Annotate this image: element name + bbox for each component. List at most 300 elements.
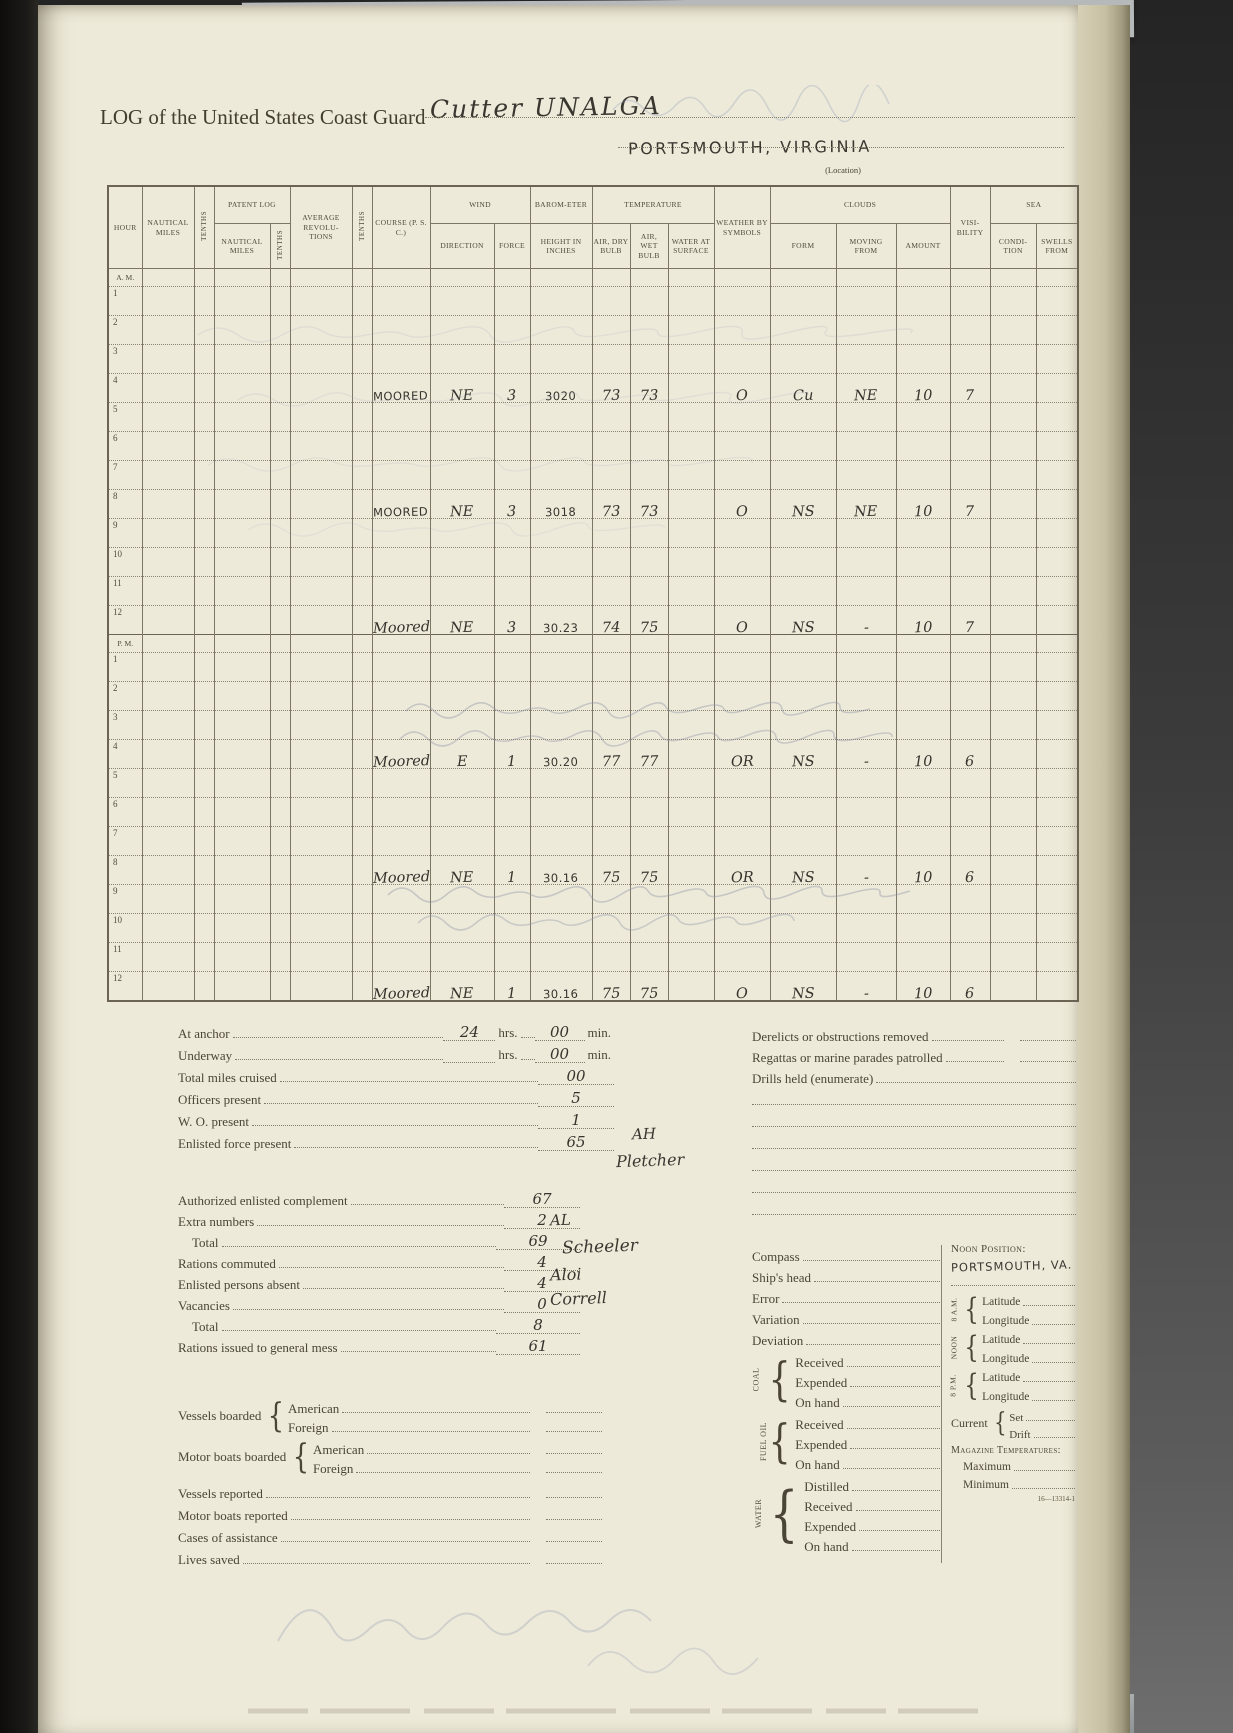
log-cell-am-12-visibility xyxy=(950,606,990,635)
brace-glyph: { xyxy=(993,1408,1007,1439)
form-label: Lives saved xyxy=(178,1551,240,1567)
form-label: Maximum xyxy=(963,1461,1011,1474)
log-cell-pm-4-clouds_amount xyxy=(896,740,950,769)
log-table-body xyxy=(108,269,1078,1002)
log-cell-pm-4-col0 xyxy=(142,740,194,769)
log-row-am-8 xyxy=(108,490,1078,519)
log-cell-pm-11-weather xyxy=(714,943,770,972)
log-cell-pm-12-col4 xyxy=(290,972,352,1002)
log-cell-pm-12-air_dry xyxy=(592,972,630,1002)
log-row-am-12 xyxy=(108,606,1078,635)
form-label: Vessels reported xyxy=(178,1485,263,1501)
log-row-am-7 xyxy=(108,461,1078,490)
log-cell-pm-8-col5 xyxy=(352,856,372,885)
log-cell-am-6-col1 xyxy=(194,432,214,461)
dotted-leader xyxy=(233,1037,444,1038)
handwritten-value: - xyxy=(863,753,869,771)
log-cell-am-7-col3 xyxy=(270,461,290,490)
dotted-leader xyxy=(752,1214,1076,1215)
log-cell-pm-1-visibility xyxy=(950,653,990,682)
log-cell-pm-3-air_wet xyxy=(630,711,668,740)
log-cell-pm-6-wind_direction xyxy=(430,798,494,827)
log-cell-am-4-wind_direction xyxy=(430,374,494,403)
form-line-expended xyxy=(795,1432,940,1452)
form-line-foreign xyxy=(313,1457,602,1476)
log-cell-pm-7-clouds_amount xyxy=(896,827,950,856)
dotted-leader xyxy=(279,1267,504,1268)
log-cell-pm-8-air_wet xyxy=(630,856,668,885)
dotted-leader xyxy=(1032,1324,1075,1325)
log-cell-am-10-col18 xyxy=(990,548,1036,577)
log-cell-pm-1-barometer xyxy=(530,653,592,682)
log-cell-am-7-air_wet xyxy=(630,461,668,490)
log-cell-pm-12-col0 xyxy=(142,972,194,1002)
log-cell-pm-7-col4 xyxy=(290,827,352,856)
log-cell-pm-12-barometer xyxy=(530,972,592,1002)
log-page xyxy=(38,5,1078,1733)
log-cell-pm-3-wind_force xyxy=(494,711,530,740)
log-cell-pm-2-wind_direction xyxy=(430,682,494,711)
log-cell-pm-3-barometer xyxy=(530,711,592,740)
log-cell-am-6-air_wet xyxy=(630,432,668,461)
log-cell-am-9-weather xyxy=(714,519,770,548)
log-cell-am-12-clouds_form xyxy=(770,606,836,635)
dotted-leader xyxy=(852,1550,940,1551)
log-cell-am-12-course xyxy=(372,606,430,635)
handwritten-value: 10 xyxy=(913,387,933,405)
form-line-foreign xyxy=(288,1416,602,1435)
handwritten-value: 73 xyxy=(639,503,659,521)
dotted-leader xyxy=(850,1386,940,1387)
log-cell-am-12-barometer xyxy=(530,606,592,635)
log-cell-am-11-col12 xyxy=(668,577,714,606)
hour-cell-am-10: 10 xyxy=(108,548,142,577)
log-cell-pm-9-col18 xyxy=(990,885,1036,914)
log-cell-pm-2-course xyxy=(372,682,430,711)
log-cell-pm-11-wind_force xyxy=(494,943,530,972)
log-cell-pm-7-col2 xyxy=(214,827,270,856)
log-row-pm-3 xyxy=(108,711,1078,740)
dotted-leader xyxy=(1023,1305,1075,1306)
log-cell-am-4-col18 xyxy=(990,374,1036,403)
dotted-leader xyxy=(222,1330,496,1331)
handwritten-value: 7 xyxy=(965,503,975,521)
log-cell-pm-10-wind_direction xyxy=(430,914,494,943)
log-cell-pm-2-wind_force xyxy=(494,682,530,711)
log-cell-am-2-col1 xyxy=(194,316,214,345)
log-cell-am-6-air_dry xyxy=(592,432,630,461)
log-row-pm-12 xyxy=(108,972,1078,1002)
log-cell-am-10-weather xyxy=(714,548,770,577)
summary-compass-fuel xyxy=(752,1243,940,1554)
summary-boardings xyxy=(178,1397,602,1567)
handwritten-value: 7 xyxy=(965,387,975,405)
log-cell-am-10-col4 xyxy=(290,548,352,577)
log-cell-pm-8-col2 xyxy=(214,856,270,885)
form-label: Rations issued to general mess xyxy=(178,1339,338,1355)
hour-cell-pm-12: 12 xyxy=(108,972,142,1002)
log-cell-pm-11-col1 xyxy=(194,943,214,972)
form-label: Motor boats boarded xyxy=(178,1448,287,1464)
handwritten-value: OR xyxy=(730,869,754,887)
log-cell-am-11-visibility xyxy=(950,577,990,606)
location-rule xyxy=(618,147,1064,148)
hour-cell-am-5: 5 xyxy=(108,403,142,432)
form-line-expended xyxy=(804,1514,940,1534)
log-cell-am-5-col19 xyxy=(1036,403,1078,432)
log-cell-pm-1-air_wet xyxy=(630,653,668,682)
log-cell-am-7-clouds_amount xyxy=(896,461,950,490)
log-cell-am-8-col3 xyxy=(270,490,290,519)
dotted-leader-short xyxy=(546,1472,602,1473)
log-cell-am-11-col1 xyxy=(194,577,214,606)
handwritten-value: 1 xyxy=(507,753,517,771)
group-clouds: CLOUDS xyxy=(770,186,950,224)
dotted-leader xyxy=(235,1059,443,1060)
dotted-leader xyxy=(291,1519,530,1520)
form-line-minimum xyxy=(951,1474,1075,1492)
form-line-american xyxy=(313,1438,602,1457)
handwritten-value: 3 xyxy=(507,503,517,521)
brace-glyph: { xyxy=(769,1479,799,1549)
form-label: Variation xyxy=(752,1311,800,1327)
log-cell-pm-3-col3 xyxy=(270,711,290,740)
log-cell-pm-11-col0 xyxy=(142,943,194,972)
log-cell-am-12-col18 xyxy=(990,606,1036,635)
brace-glyph: { xyxy=(768,1352,791,1407)
form-label: Received xyxy=(795,1416,844,1432)
log-cell-pm-8-col18 xyxy=(990,856,1036,885)
background-surface xyxy=(1128,0,1233,1733)
log-cell-am-4-col4 xyxy=(290,374,352,403)
form-line-latitude xyxy=(982,1328,1075,1347)
log-cell-am-5-visibility xyxy=(950,403,990,432)
col-nautical-miles: NAUTICAL MILES xyxy=(142,186,194,269)
form-line-set xyxy=(1009,1407,1075,1424)
log-cell-am-11-clouds_moving xyxy=(836,577,896,606)
handwritten-value: NE xyxy=(450,503,474,521)
handwritten-value: - xyxy=(863,869,869,887)
handwritten-value: MOORED xyxy=(373,388,429,404)
log-cell-am-10-clouds_moving xyxy=(836,548,896,577)
log-cell-am-3-air_wet xyxy=(630,345,668,374)
log-cell-pm-11-visibility xyxy=(950,943,990,972)
log-cell-am-2-col3 xyxy=(270,316,290,345)
form-line-w-o-present xyxy=(178,1107,614,1129)
handwritten-value: 65 xyxy=(538,1136,614,1151)
log-cell-am-5-course xyxy=(372,403,430,432)
period-row-am xyxy=(108,269,1078,287)
form-label: At anchor xyxy=(178,1025,230,1041)
log-cell-pm-5-col12 xyxy=(668,769,714,798)
form-label: Drift xyxy=(1009,1428,1031,1441)
log-cell-pm-9-clouds_form xyxy=(770,885,836,914)
form-line-expended xyxy=(795,1370,940,1390)
hour-cell-am-9: 9 xyxy=(108,519,142,548)
log-cell-am-3-col4 xyxy=(290,345,352,374)
dotted-leader xyxy=(752,1170,1076,1171)
log-cell-am-6-wind_force xyxy=(494,432,530,461)
log-cell-am-12-col5 xyxy=(352,606,372,635)
log-cell-am-4-col5 xyxy=(352,374,372,403)
log-cell-am-7-col19 xyxy=(1036,461,1078,490)
sub-lines xyxy=(804,1474,940,1554)
log-row-am-6 xyxy=(108,432,1078,461)
log-cell-am-12-col1 xyxy=(194,606,214,635)
log-cell-am-2-clouds_amount xyxy=(896,316,950,345)
log-cell-pm-11-clouds_moving xyxy=(836,943,896,972)
handwritten-value: NE xyxy=(854,387,878,405)
form-label: Received xyxy=(804,1498,853,1514)
form-label: Minimum xyxy=(963,1479,1010,1492)
dotted-leader xyxy=(356,1472,530,1473)
log-cell-pm-9-col4 xyxy=(290,885,352,914)
log-cell-am-9-col4 xyxy=(290,519,352,548)
log-cell-pm-4-wind_direction xyxy=(430,740,494,769)
form-label: Cases of assistance xyxy=(178,1529,278,1545)
log-row-pm-7 xyxy=(108,827,1078,856)
hour-cell-am-3: 3 xyxy=(108,345,142,374)
log-cell-am-7-col18 xyxy=(990,461,1036,490)
form-line-american xyxy=(288,1397,602,1416)
form-group-vessels-boarded xyxy=(178,1397,602,1435)
log-cell-am-12-air_wet xyxy=(630,606,668,635)
log-cell-am-1-clouds_moving xyxy=(836,287,896,316)
log-cell-am-7-col0 xyxy=(142,461,194,490)
dotted-leader xyxy=(341,1351,496,1352)
form-label: American xyxy=(312,1441,365,1457)
log-cell-pm-9-visibility xyxy=(950,885,990,914)
log-cell-pm-2-air_wet xyxy=(630,682,668,711)
log-cell-am-8-visibility xyxy=(950,490,990,519)
log-cell-pm-12-col1 xyxy=(194,972,214,1002)
log-cell-am-6-clouds_form xyxy=(770,432,836,461)
log-cell-pm-7-col3 xyxy=(270,827,290,856)
dotted-leader xyxy=(1032,1362,1075,1363)
hour-cell-am-12: 12 xyxy=(108,606,142,635)
log-row-am-3 xyxy=(108,345,1078,374)
log-cell-am-1-col5 xyxy=(352,287,372,316)
dotted-leader xyxy=(257,1225,504,1226)
log-cell-am-4-visibility xyxy=(950,374,990,403)
sub-lines xyxy=(795,1412,940,1472)
log-cell-pm-3-col2 xyxy=(214,711,270,740)
dotted-leader-short xyxy=(1020,1061,1076,1062)
form-line-on-hand xyxy=(795,1452,940,1472)
form-line-derelicts-or-obstructions-removed xyxy=(752,1023,1076,1044)
log-cell-am-10-col5 xyxy=(352,548,372,577)
unit-label: min. xyxy=(587,1047,611,1062)
form-label: W. O. present xyxy=(178,1113,250,1129)
col-visibility: VISI-BILITY xyxy=(950,186,990,269)
dotted-leader xyxy=(280,1081,538,1082)
fuel-group-fuel-oil xyxy=(752,1412,940,1472)
hour-cell-pm-6: 6 xyxy=(108,798,142,827)
handwritten-value: 7 xyxy=(965,619,975,637)
summary-divider xyxy=(941,1245,942,1563)
form-line-lives-saved xyxy=(178,1545,602,1567)
log-cell-am-6-barometer xyxy=(530,432,592,461)
handwritten-value: 73 xyxy=(601,387,621,405)
log-cell-am-8-col1 xyxy=(194,490,214,519)
group-barometer: BAROM-ETER xyxy=(530,186,592,224)
log-cell-pm-1-col19 xyxy=(1036,653,1078,682)
dotted-leader xyxy=(752,1148,1076,1149)
log-cell-am-7-weather xyxy=(714,461,770,490)
form-line-received xyxy=(804,1494,940,1514)
log-cell-pm-12-clouds_amount xyxy=(896,972,950,1002)
form-line-latitude xyxy=(982,1366,1075,1385)
handwritten-value: 6 xyxy=(965,869,975,887)
dotted-leader xyxy=(782,1302,940,1303)
log-cell-pm-12-clouds_form xyxy=(770,972,836,1002)
log-row-am-10 xyxy=(108,548,1078,577)
log-cell-pm-1-clouds_form xyxy=(770,653,836,682)
handwritten-value: 10 xyxy=(913,869,933,887)
footer-bleedthrough xyxy=(238,1693,998,1729)
log-cell-pm-11-col18 xyxy=(990,943,1036,972)
col-tenths-a-label: TENTHS xyxy=(199,211,208,242)
log-cell-pm-6-col0 xyxy=(142,798,194,827)
col-barometer-height: HEIGHT IN INCHES xyxy=(530,224,592,269)
dotted-leader xyxy=(233,1309,504,1310)
hour-cell-pm-3: 3 xyxy=(108,711,142,740)
handwritten-value: 75 xyxy=(639,619,659,637)
log-cell-pm-5-clouds_amount xyxy=(896,769,950,798)
handwritten-value: NS xyxy=(791,753,815,771)
log-cell-am-5-air_dry xyxy=(592,403,630,432)
dotted-leader xyxy=(814,1281,940,1282)
log-cell-am-1-col18 xyxy=(990,287,1036,316)
hour-cell-pm-2: 2 xyxy=(108,682,142,711)
dotted-leader xyxy=(521,1059,535,1060)
log-cell-pm-11-air_wet xyxy=(630,943,668,972)
log-cell-pm-3-clouds_form xyxy=(770,711,836,740)
signature-bleedthrough xyxy=(258,1571,878,1681)
handwritten-annotation: Correll xyxy=(549,1288,608,1309)
form-line-vacancies xyxy=(178,1292,580,1313)
dotted-leader xyxy=(752,1192,1076,1193)
log-cell-am-5-air_wet xyxy=(630,403,668,432)
log-cell-am-5-clouds_amount xyxy=(896,403,950,432)
log-row-pm-8 xyxy=(108,856,1078,885)
form-label: Total miles cruised xyxy=(178,1069,277,1085)
log-cell-pm-12-col12 xyxy=(668,972,714,1002)
handwritten-value: Moored xyxy=(372,753,430,771)
handwritten-annotation: AL xyxy=(549,1210,572,1230)
log-cell-pm-8-clouds_amount xyxy=(896,856,950,885)
form-line-rations-commuted xyxy=(178,1250,580,1271)
period-row-pm xyxy=(108,635,1078,653)
handwritten-value: 1 xyxy=(538,1114,614,1129)
log-cell-pm-10-clouds_form xyxy=(770,914,836,943)
log-cell-am-5-barometer xyxy=(530,403,592,432)
handwritten-value: 6 xyxy=(965,985,975,1003)
log-cell-am-4-col0 xyxy=(142,374,194,403)
log-cell-pm-3-wind_direction xyxy=(430,711,494,740)
form-line-on-hand xyxy=(804,1534,940,1554)
log-cell-pm-9-col19 xyxy=(1036,885,1078,914)
log-cell-am-8-col12 xyxy=(668,490,714,519)
hour-cell-am-6: 6 xyxy=(108,432,142,461)
log-cell-am-2-air_wet xyxy=(630,316,668,345)
log-cell-pm-10-weather xyxy=(714,914,770,943)
log-cell-pm-10-clouds_amount xyxy=(896,914,950,943)
log-cell-am-4-weather xyxy=(714,374,770,403)
log-cell-pm-8-col4 xyxy=(290,856,352,885)
log-cell-pm-7-wind_direction xyxy=(430,827,494,856)
form-label: On hand xyxy=(795,1456,840,1472)
log-cell-am-11-col0 xyxy=(142,577,194,606)
log-cell-pm-9-col0 xyxy=(142,885,194,914)
log-cell-am-12-col3 xyxy=(270,606,290,635)
handwritten-value: 2 xyxy=(504,1214,580,1229)
log-row-pm-6 xyxy=(108,798,1078,827)
handwritten-value: 75 xyxy=(601,869,621,887)
dotted-leader-short xyxy=(546,1453,602,1454)
log-cell-am-6-clouds_amount xyxy=(896,432,950,461)
log-cell-pm-5-col5 xyxy=(352,769,372,798)
log-row-pm-9 xyxy=(108,885,1078,914)
log-cell-am-2-col4 xyxy=(290,316,352,345)
log-cell-am-9-col12 xyxy=(668,519,714,548)
dotted-leader xyxy=(252,1125,538,1126)
hour-cell-am-8: 8 xyxy=(108,490,142,519)
form-label: Expended xyxy=(795,1436,848,1452)
fuel-group-coal xyxy=(752,1350,940,1410)
log-cell-am-3-wind_direction xyxy=(430,345,494,374)
log-cell-am-11-col18 xyxy=(990,577,1036,606)
form-label: American xyxy=(288,1400,340,1416)
hour-cell-pm-9: 9 xyxy=(108,885,142,914)
log-cell-pm-10-col0 xyxy=(142,914,194,943)
form-label: Error xyxy=(752,1290,780,1306)
handwritten-value: OR xyxy=(730,753,754,771)
time-group-8pm xyxy=(948,1366,1075,1404)
handwritten-value: 77 xyxy=(601,753,621,771)
log-cell-pm-2-weather xyxy=(714,682,770,711)
brace-glyph: { xyxy=(964,1367,979,1403)
col-patent-tenths xyxy=(270,224,290,269)
log-cell-pm-5-wind_direction xyxy=(430,769,494,798)
log-cell-pm-5-weather xyxy=(714,769,770,798)
log-cell-am-12-air_dry xyxy=(592,606,630,635)
log-cell-pm-10-wind_force xyxy=(494,914,530,943)
dotted-leader-short xyxy=(1020,1040,1076,1041)
log-cell-pm-2-col5 xyxy=(352,682,372,711)
handwritten-value: O xyxy=(735,619,749,637)
handwritten-value: O xyxy=(735,503,749,521)
log-cell-am-2-air_dry xyxy=(592,316,630,345)
fuel-group-water xyxy=(752,1474,940,1554)
handwritten-value: Moored xyxy=(372,869,430,887)
log-cell-pm-8-barometer xyxy=(530,856,592,885)
form-line-authorized-enlisted-complement xyxy=(178,1187,580,1208)
log-cell-pm-11-col2 xyxy=(214,943,270,972)
form-label: Extra numbers xyxy=(178,1213,255,1229)
current-label: Current xyxy=(951,1416,988,1431)
log-cell-am-9-wind_direction xyxy=(430,519,494,548)
log-cell-pm-5-clouds_form xyxy=(770,769,836,798)
log-cell-pm-11-col4 xyxy=(290,943,352,972)
hour-cell-pm-10: 10 xyxy=(108,914,142,943)
dotted-leader xyxy=(367,1453,530,1454)
log-cell-am-7-col2 xyxy=(214,461,270,490)
col-tenths-a xyxy=(194,186,214,269)
form-label: On hand xyxy=(804,1538,849,1554)
log-cell-pm-12-col2 xyxy=(214,972,270,1002)
log-cell-am-12-weather xyxy=(714,606,770,635)
